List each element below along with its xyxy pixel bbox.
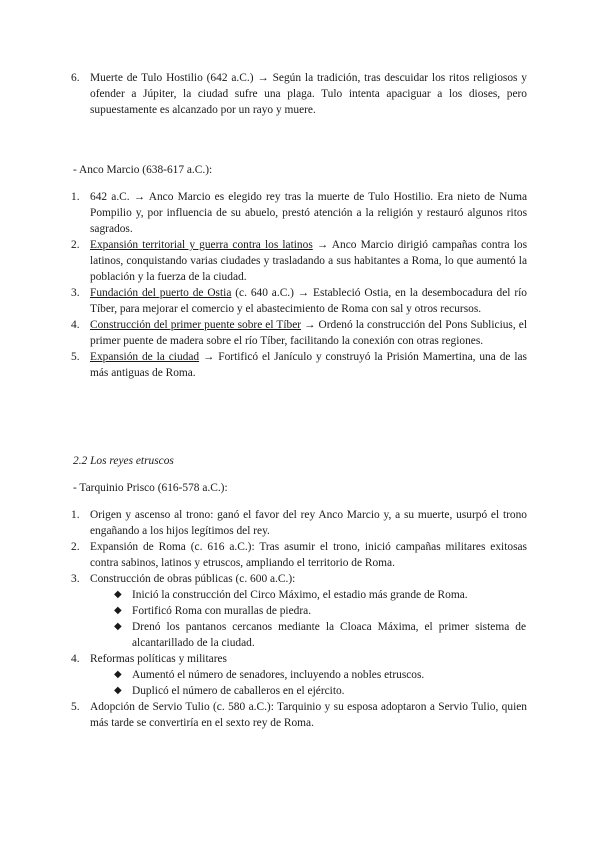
diamond-bullet-icon: ◆ [114, 589, 122, 600]
sub-list-item [114, 603, 526, 619]
diamond-bullet-icon: ◆ [114, 685, 122, 696]
item-text: 642 a.C. → Anco Marcio es elegido rey tras la muerte de Tulo Hostilio. Era nieto de Numa Pompilio y, por influencia de su abuelo, prestó atención a la religión y restauró algunos ritos sagrados. [90, 191, 527, 235]
sub-list-item [114, 587, 526, 603]
sub-item-text: Drenó los pantanos cercanos mediante la Cloaca Máxima, el primer sistema de alcantarillado de la ciudad. [132, 621, 526, 649]
item-text: (c. 640 a.C.) → Estableció Ostia, en la desembocadura del río Tíber, para mejorar el comercio y el abastecimiento de Roma con sal y otros recursos. [90, 287, 527, 315]
diamond-bullet-icon: ◆ [114, 621, 122, 632]
list-item [71, 349, 527, 381]
list-item [71, 70, 527, 118]
item-lead: Expansión de la ciudad [90, 351, 200, 363]
item-number: 4. [71, 319, 80, 331]
item-number: 1. [71, 191, 80, 203]
sub-item-text: Inició la construcción del Circo Máximo, el estadio más grande de Roma. [132, 589, 468, 601]
tarquinio-list [71, 507, 527, 731]
diamond-bullet-icon: ◆ [114, 669, 122, 680]
list-item [71, 539, 527, 571]
item-number: 3. [71, 287, 80, 299]
anco-list [71, 189, 528, 381]
item-lead: Fundación del puerto de Ostia [90, 287, 232, 299]
list-item [71, 237, 528, 285]
item-number: 2. [71, 541, 80, 553]
item-number: 4. [71, 653, 80, 665]
item-text: → Anco Marcio dirigió campañas contra los latinos, conquistando varias ciudades y trasladando a sus habitantes a Roma, lo que aumentó la población y la fuerza de la ciudad. [90, 239, 528, 283]
item-text: Expansión de Roma (c. 616 a.C.): Tras asumir el trono, inició campañas militares exitosas contra sabinos, latinos y etruscos, ampliando el territorio de Roma. [90, 541, 527, 569]
sub-item-text: Aumentó el número de senadores, incluyendo a nobles etruscos. [132, 669, 425, 681]
item-lead: Expansión territorial y guerra contra los latinos [90, 239, 313, 251]
item-text: Adopción de Servio Tulio (c. 580 a.C.): Tarquinio y su esposa adoptaron a Servio Tulio, quien más tarde se convertiría en el sexto rey de Roma. [90, 701, 527, 729]
item-text: Reformas políticas y militares [90, 653, 227, 665]
sub-list [114, 667, 526, 699]
item-text: → Ordenó la construcción del Pons Sublicius, el primer puente de madera sobre el río Tíber, facilitando la conexión con otras regiones. [90, 319, 527, 347]
sub-list-item [114, 619, 526, 651]
section-title: 2.2 Los reyes etruscos [73, 455, 174, 467]
item-number: 6. [71, 72, 80, 84]
tarquinio-heading: - Tarquinio Prisco (616-578 a.C.): [73, 482, 228, 494]
list-item [71, 571, 527, 587]
sub-item-text: Duplicó el número de caballeros en el ejército. [132, 685, 345, 697]
item-number: 2. [71, 239, 80, 251]
list-item [71, 507, 527, 539]
item-text: Origen y ascenso al trono: ganó el favor del rey Anco Marcio y, a su muerte, usurpó el trono engañando a los hijos legítimos del rey. [90, 509, 527, 537]
tulo-list [71, 70, 527, 118]
sub-list-item [114, 667, 526, 683]
anco-heading: - Anco Marcio (638-617 a.C.): [73, 164, 213, 176]
list-item [71, 285, 527, 317]
item-text: → Fortificó el Janículo y construyó la Prisión Mamertina, una de las más antiguas de Roma. [90, 351, 527, 379]
item-lead: Construcción del primer puente sobre el Tíber [90, 319, 302, 331]
list-item [71, 699, 527, 731]
list-item [71, 317, 527, 349]
list-item [71, 189, 527, 237]
sub-list-item [114, 683, 526, 699]
item-number: 5. [71, 701, 80, 713]
sub-item-text: Fortificó Roma con murallas de piedra. [132, 605, 312, 617]
sub-list [114, 587, 526, 651]
item-text: Muerte de Tulo Hostilio (642 a.C.) → Según la tradición, tras descuidar los ritos religiosos y ofender a Júpiter, la ciudad sufre una plaga. Tulo intenta apaciguar a los dioses, pero supuestamente es alcanzado por un rayo y muere. [90, 72, 527, 116]
list-item [71, 651, 527, 667]
item-number: 1. [71, 509, 80, 521]
item-number: 5. [71, 351, 80, 363]
item-text: Construcción de obras públicas (c. 600 a.C.): [90, 573, 296, 585]
diamond-bullet-icon: ◆ [114, 605, 122, 616]
item-number: 3. [71, 573, 80, 585]
